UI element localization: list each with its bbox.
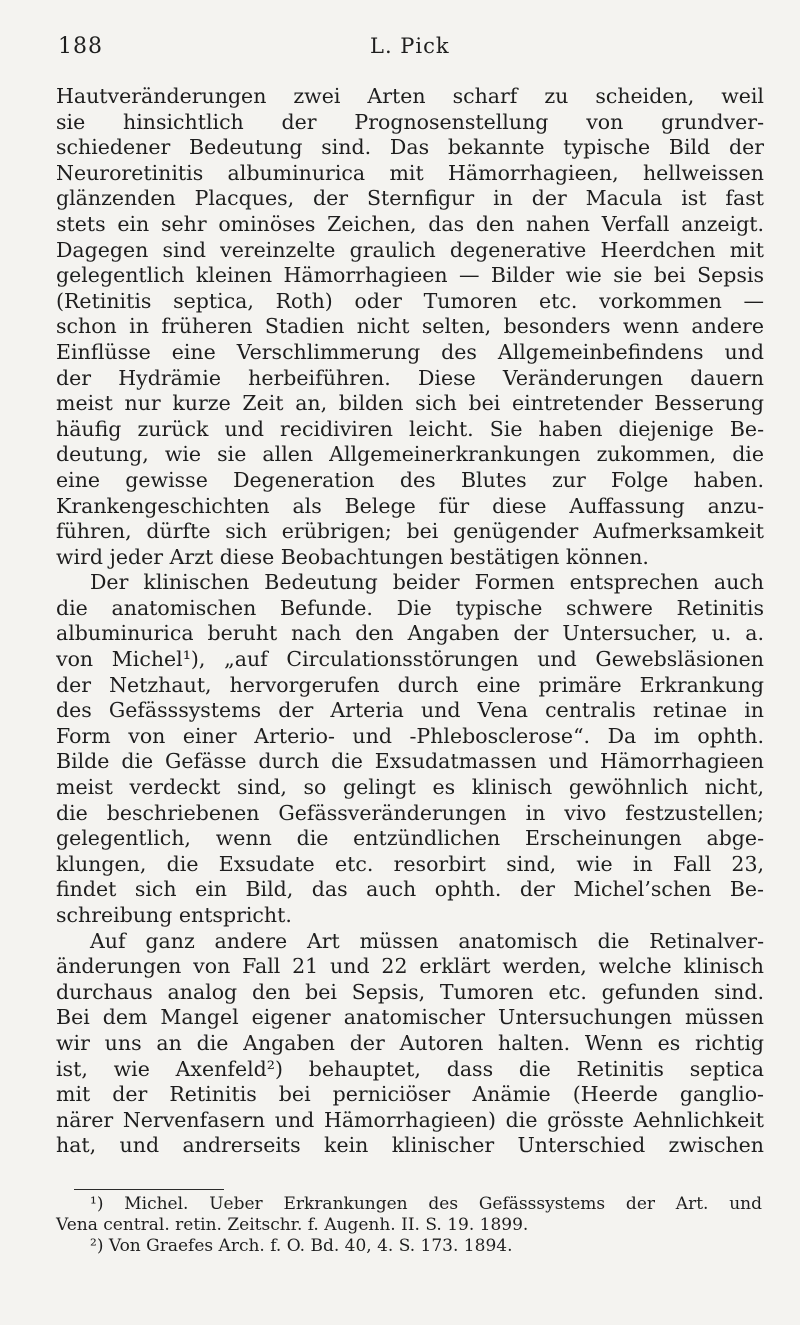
text-line: häufig zurück und recidiviren leicht. Sie haben diejenige Be- bbox=[56, 416, 764, 441]
paragraph-start-line: Auf ganz andere Art müssen anatomisch die Retinalver- bbox=[90, 928, 764, 953]
text-line: wir uns an die Angaben der Autoren halten. Wenn es richtig bbox=[56, 1030, 764, 1055]
text-line: von Michel¹), „auf Circulationsstörungen und Gewebsläsionen bbox=[56, 647, 764, 672]
text-line: der Hydrämie herbeiführen. Diese Veränderungen dauern bbox=[56, 365, 764, 390]
text-line: sie hinsichtlich der Prognosenstellung von grundver- bbox=[56, 109, 764, 134]
text-line: klungen, die Exsudate etc. resorbirt sind, wie in Fall 23, bbox=[56, 851, 764, 876]
text-line: änderungen von Fall 21 und 22 erklärt werden, welche klinisch bbox=[56, 954, 764, 979]
text-line: die beschriebenen Gefässveränderungen in vivo festzustellen; bbox=[56, 800, 764, 825]
text-line: eine gewisse Degeneration des Blutes zur Folge haben. bbox=[56, 467, 764, 492]
paragraph-start-line: Der klinischen Bedeutung beider Formen entsprechen auch bbox=[90, 570, 764, 595]
text-line: Form von einer Arterio- und -Phlebosclerose“. Da im ophth. bbox=[56, 723, 764, 748]
text-line: stets ein sehr ominöses Zeichen, das den nahen Verfall anzeigt. bbox=[56, 211, 764, 236]
body-text bbox=[56, 84, 764, 1159]
text-line: Einflüsse eine Verschlimmerung des Allgemeinbefindens und bbox=[56, 339, 764, 364]
footnote-line: ¹) Michel. Ueber Erkrankungen des Gefässsystems der Art. und bbox=[90, 1194, 762, 1214]
text-line: deutung, wie sie allen Allgemeinerkrankungen zukommen, die bbox=[56, 442, 764, 467]
footnotes bbox=[56, 1194, 762, 1257]
text-line: gelegentlich kleinen Hämorrhagieen — Bilder wie sie bei Sepsis bbox=[56, 263, 764, 288]
text-line: Hautveränderungen zwei Arten scharf zu scheiden, weil bbox=[56, 84, 764, 108]
footnote-line: ²) Von Graefes Arch. f. O. Bd. 40, 4. S. 173. 1894. bbox=[90, 1236, 513, 1256]
footnote-line: Vena central. retin. Zeitschr. f. Augenh. II. S. 19. 1899. bbox=[56, 1215, 529, 1235]
text-line: hat, und andrerseits kein klinischer Unterschied zwischen bbox=[56, 1133, 764, 1158]
paragraph-end-line: wird jeder Arzt diese Beobachtungen bestätigen können. bbox=[56, 544, 649, 569]
text-line: mit der Retinitis bei perniciöser Anämie (Heerde ganglio- bbox=[56, 1082, 764, 1107]
text-line: gelegentlich, wenn die entzündlichen Erscheinungen abge- bbox=[56, 826, 764, 851]
text-line: des Gefässsystems der Arteria und Vena centralis retinae in bbox=[56, 698, 764, 723]
text-line: närer Nervenfasern und Hämorrhagieen) die grösste Aehnlichkeit bbox=[56, 1107, 764, 1132]
text-line: schon in früheren Stadien nicht selten, besonders wenn andere bbox=[56, 314, 764, 339]
footnote-divider bbox=[74, 1189, 224, 1190]
text-line: Dagegen sind vereinzelte graulich degenerative Heerdchen mit bbox=[56, 237, 764, 262]
paragraph-end-line: schreibung entspricht. bbox=[56, 903, 292, 927]
text-line: führen, dürfte sich erübrigen; bei genügender Aufmerksamkeit bbox=[56, 519, 764, 544]
text-line: glänzenden Placques, der Sternfigur in der Macula ist fast bbox=[56, 186, 764, 211]
text-line: Krankengeschichten als Belege für diese Auffassung anzu- bbox=[56, 493, 764, 518]
text-line: Bei dem Mangel eigener anatomischer Untersuchungen müssen bbox=[56, 1005, 764, 1030]
text-line: (Retinitis septica, Roth) oder Tumoren etc. vorkommen — bbox=[56, 288, 764, 313]
page-header bbox=[58, 34, 760, 64]
text-line: ist, wie Axenfeld²) behauptet, dass die Retinitis septica bbox=[56, 1056, 764, 1081]
text-line: findet sich ein Bild, das auch ophth. der Michel’schen Be- bbox=[56, 877, 764, 902]
text-line: schiedener Bedeutung sind. Das bekannte typische Bild der bbox=[56, 135, 764, 160]
page-number: 188 bbox=[58, 34, 103, 59]
text-line: Bilde die Gefässe durch die Exsudatmassen und Hämorrhagieen bbox=[56, 749, 764, 774]
text-line: meist nur kurze Zeit an, bilden sich bei eintretender Besserung bbox=[56, 391, 764, 416]
text-line: albuminurica beruht nach den Angaben der Untersucher, u. a. bbox=[56, 621, 764, 646]
text-line: die anatomischen Befunde. Die typische schwere Retinitis bbox=[56, 595, 764, 620]
text-line: meist verdeckt sind, so gelingt es klinisch gewöhnlich nicht, bbox=[56, 775, 764, 800]
text-line: der Netzhaut, hervorgerufen durch eine primäre Erkrankung bbox=[56, 672, 764, 697]
running-head: L. Pick bbox=[370, 34, 450, 58]
text-line: durchaus analog den bei Sepsis, Tumoren etc. gefunden sind. bbox=[56, 979, 764, 1004]
text-line: Neuroretinitis albuminurica mit Hämorrhagieen, hellweissen bbox=[56, 160, 764, 185]
